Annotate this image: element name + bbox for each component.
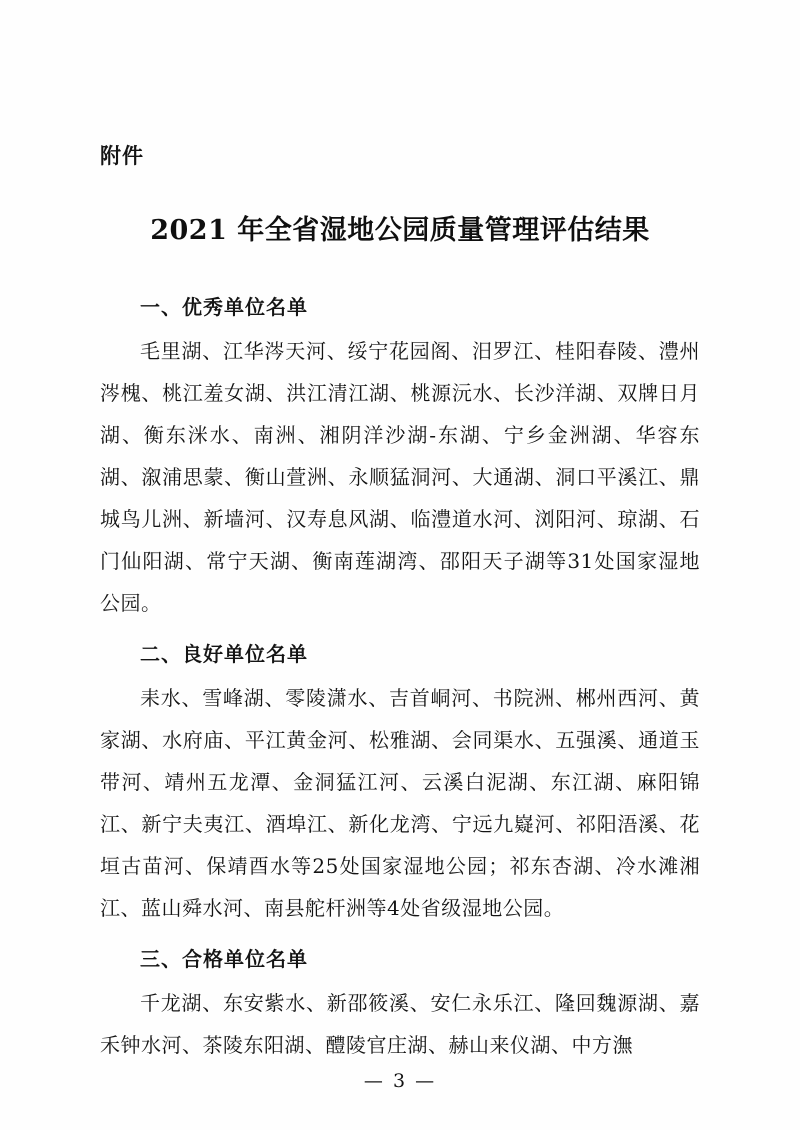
page-title: 2021 年全省湿地公园质量管理评估结果 [150, 215, 650, 246]
page-number: — 3 — [363, 1070, 437, 1092]
section-body-good: 耒水、雪峰湖、零陵潇水、吉首峒河、书院洲、郴州西河、黄家湖、水府庙、平江黄金河、松雅湖、会同渠水、五强溪、通道玉带河、靖州五龙潭、金洞猛江河、云溪白泥湖、东江湖、麻阳锦江、新宁夫夷江、酒埠江、新化龙湾、宁远九嶷河、祁阳浯溪、花垣古苗河、保靖酉水等25处国家湿地公园；祁东杏湖、冷水滩湘江、蓝山舜水河、南县舵杆洲等4处省级湿地公园。 [100, 686, 700, 920]
section-body-qualified: 千龙湖、东安紫水、新邵筱溪、安仁永乐江、隆回魏源湖、嘉禾钟水河、茶陵东阳湖、醴陵官庄湖、赫山来仪湖、中方潕 [100, 991, 700, 1057]
document-content [100, 140, 700, 1066]
section-heading-excellent: 一、优秀单位名单 [140, 295, 308, 319]
section-heading-good: 二、良好单位名单 [140, 642, 308, 666]
section-body-excellent: 毛里湖、江华涔天河、绥宁花园阁、汨罗江、桂阳春陵、澧州涔槐、桃江羞女湖、洪江清江湖、桃源沅水、长沙洋湖、双牌日月湖、衡东洣水、南洲、湘阴洋沙湖-东湖、宁乡金洲湖、华容东湖、溆浦思蒙、衡山萱洲、永顺猛洞河、大通湖、洞口平溪江、鼎城鸟儿洲、新墙河、汉寿息风湖、临澧道水河、浏阳河、琼湖、石门仙阳湖、常宁天湖、衡南莲湖湾、邵阳天子湖等31处国家湿地公园。 [100, 339, 700, 615]
section-heading-qualified: 三、合格单位名单 [140, 947, 308, 971]
attachment-label: 附件 [100, 144, 144, 168]
